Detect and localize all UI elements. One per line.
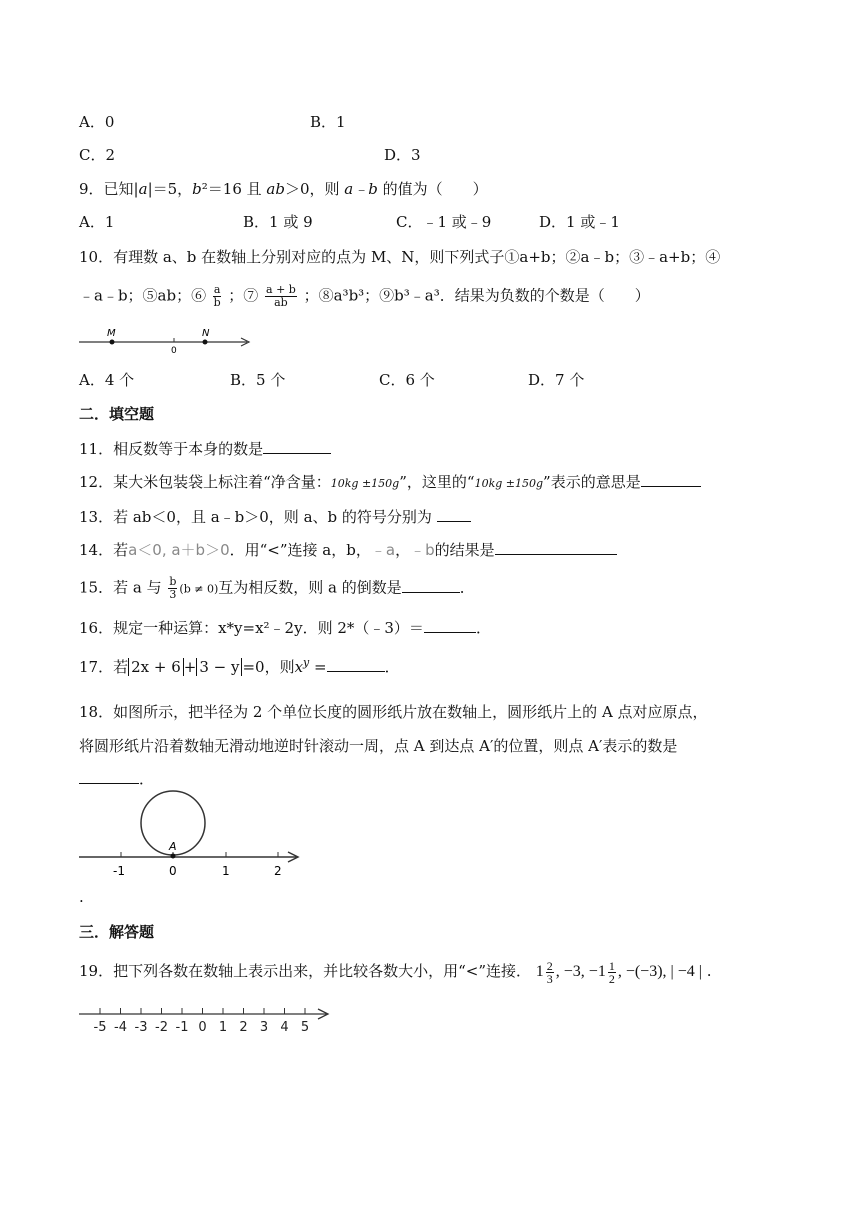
answer-blank[interactable] xyxy=(327,657,385,672)
q17: 17．若 2x + 6 + 3 − y =0，则$x^y$ = ． xyxy=(79,656,400,676)
section-solve-title: 三．解答题 xyxy=(79,923,155,941)
tick-label: 4 xyxy=(280,1020,289,1034)
answer-blank[interactable] xyxy=(424,618,476,633)
answer-blank[interactable] xyxy=(79,769,139,784)
tick-label: 1 xyxy=(218,1020,228,1034)
label-a: A xyxy=(169,840,177,853)
q11: 11．相反数等于本身的数是 xyxy=(79,439,331,459)
tick-label: 2 xyxy=(239,1020,248,1034)
q8-option-c: C．2 xyxy=(79,146,116,164)
q8-option-a: A．0 xyxy=(79,113,115,131)
q9-option-d: D．1 或﹣1 xyxy=(539,213,620,231)
q18-line1: 18．如图所示，把半径为 2 个单位长度的圆形纸片放在数轴上，圆形纸片上的 A 点对应原点， xyxy=(79,703,708,721)
point-n xyxy=(203,340,208,345)
q9-stem: 9．已知|a|＝5，b²＝16 且 ab＞0，则 a﹣b 的值为（ ） xyxy=(79,180,488,198)
q8-option-d: D．3 xyxy=(384,146,421,164)
q9-option-a: A．1 xyxy=(79,213,115,231)
tick-label: 2 xyxy=(274,864,282,878)
q9-option-b: B．1 或 9 xyxy=(243,213,313,231)
tick-label: 0 xyxy=(198,1020,207,1034)
q12: 12．某大米包装袋上标注着“净含量：10kg ±150g”，这里的“10kg ±150g”表示的意思是 xyxy=(79,472,701,494)
answer-blank[interactable] xyxy=(495,540,617,555)
tick-label: -1 xyxy=(175,1020,189,1034)
tick-label: 1 xyxy=(222,864,230,878)
answer-blank[interactable] xyxy=(402,578,460,593)
q10-frac-sum-over-product: $\frac{a + b}{ab}$ xyxy=(266,283,296,309)
q10-option-c: C．6 个 xyxy=(379,371,435,389)
label-zero: 0 xyxy=(171,346,177,355)
q13: 13．若 ab＜0，且 a﹣b＞0，则 a、b 的符号分别为 xyxy=(79,507,471,527)
tick-label: 5 xyxy=(300,1020,310,1034)
label-m: M xyxy=(107,328,116,339)
q10-line1: 10．有理数 a、b 在数轴上分别对应的点为 M、N，则下列式子①a+b；②a﹣b；③﹣a+b；④ xyxy=(79,248,721,266)
answer-blank[interactable] xyxy=(641,472,701,487)
tick-label: -4 xyxy=(114,1020,127,1034)
label-n: N xyxy=(202,328,210,339)
point-a xyxy=(171,854,176,859)
point-m xyxy=(110,340,115,345)
tick-label: -3 xyxy=(134,1020,148,1034)
tick-label: -1 xyxy=(113,864,125,878)
q10-line2: ﹣a﹣b；⑤ab；⑥ $\frac{a}{b}$ ；⑦ $\frac{a + b}{ab}$ ；⑧a³b³；⑨b³﹣a³．结果为负数的个数是（ ） xyxy=(79,283,650,309)
tick-label: 3 xyxy=(259,1020,269,1034)
q18-line2: 将圆形纸片沿着数轴无滑动地逆时针滚动一周，点 A 到达点 A′的位置，则点 A′表示的数是 xyxy=(79,737,678,755)
answer-blank[interactable] xyxy=(437,507,471,522)
q8-option-b: B．1 xyxy=(310,113,346,131)
q18-rolling-circle-figure xyxy=(79,790,304,882)
tick-label: -5 xyxy=(93,1020,107,1034)
q19-number-list: 1 $\frac{2}{3}$ , −3, −1 $\frac{1}{2}$ , −(−3), | −4 | xyxy=(535,959,702,986)
tick-label: 0 xyxy=(169,864,177,878)
q9-option-c: C．﹣1 或﹣9 xyxy=(396,213,492,231)
q16: 16．规定一种运算：x*y=x²﹣2y．则 2*（﹣3）＝ ． xyxy=(79,619,491,637)
q10-option-a: A．4 个 xyxy=(79,371,135,389)
q18-line3: ． xyxy=(79,769,154,789)
answer-blank[interactable] xyxy=(263,439,331,454)
q10-number-line xyxy=(79,325,254,355)
q10-option-b: B．5 个 xyxy=(230,371,286,389)
q19-number-line xyxy=(79,1004,334,1034)
q14: 14．若a＜0, a＋b＞0．用“<”连接 a，b，﹣a，﹣b的结果是 xyxy=(79,540,617,560)
q15-frac-b-over-3: $\frac{b}{3}$ xyxy=(169,575,177,601)
q10-option-d: D．7 个 xyxy=(528,371,585,389)
q15: 15．若 a 与 $\frac{b}{3}$ (b ≠ 0)互为相反数，则 a 的倒数是 ． xyxy=(79,575,475,601)
section-fill-in-title: 二．填空题 xyxy=(79,405,155,423)
q19: 19．把下列各数在数轴上表示出来，并比较各数大小，用“<”连接． 1 $\frac{2}{3}$ , −3, −1 $\frac{1}{2}$ , −(−3), | −4 | . xyxy=(79,959,712,986)
q10-frac-a-over-b: $\frac{a}{b}$ xyxy=(213,283,221,309)
q18-trailing-dot: . xyxy=(79,888,84,906)
tick-label: -2 xyxy=(155,1020,168,1034)
